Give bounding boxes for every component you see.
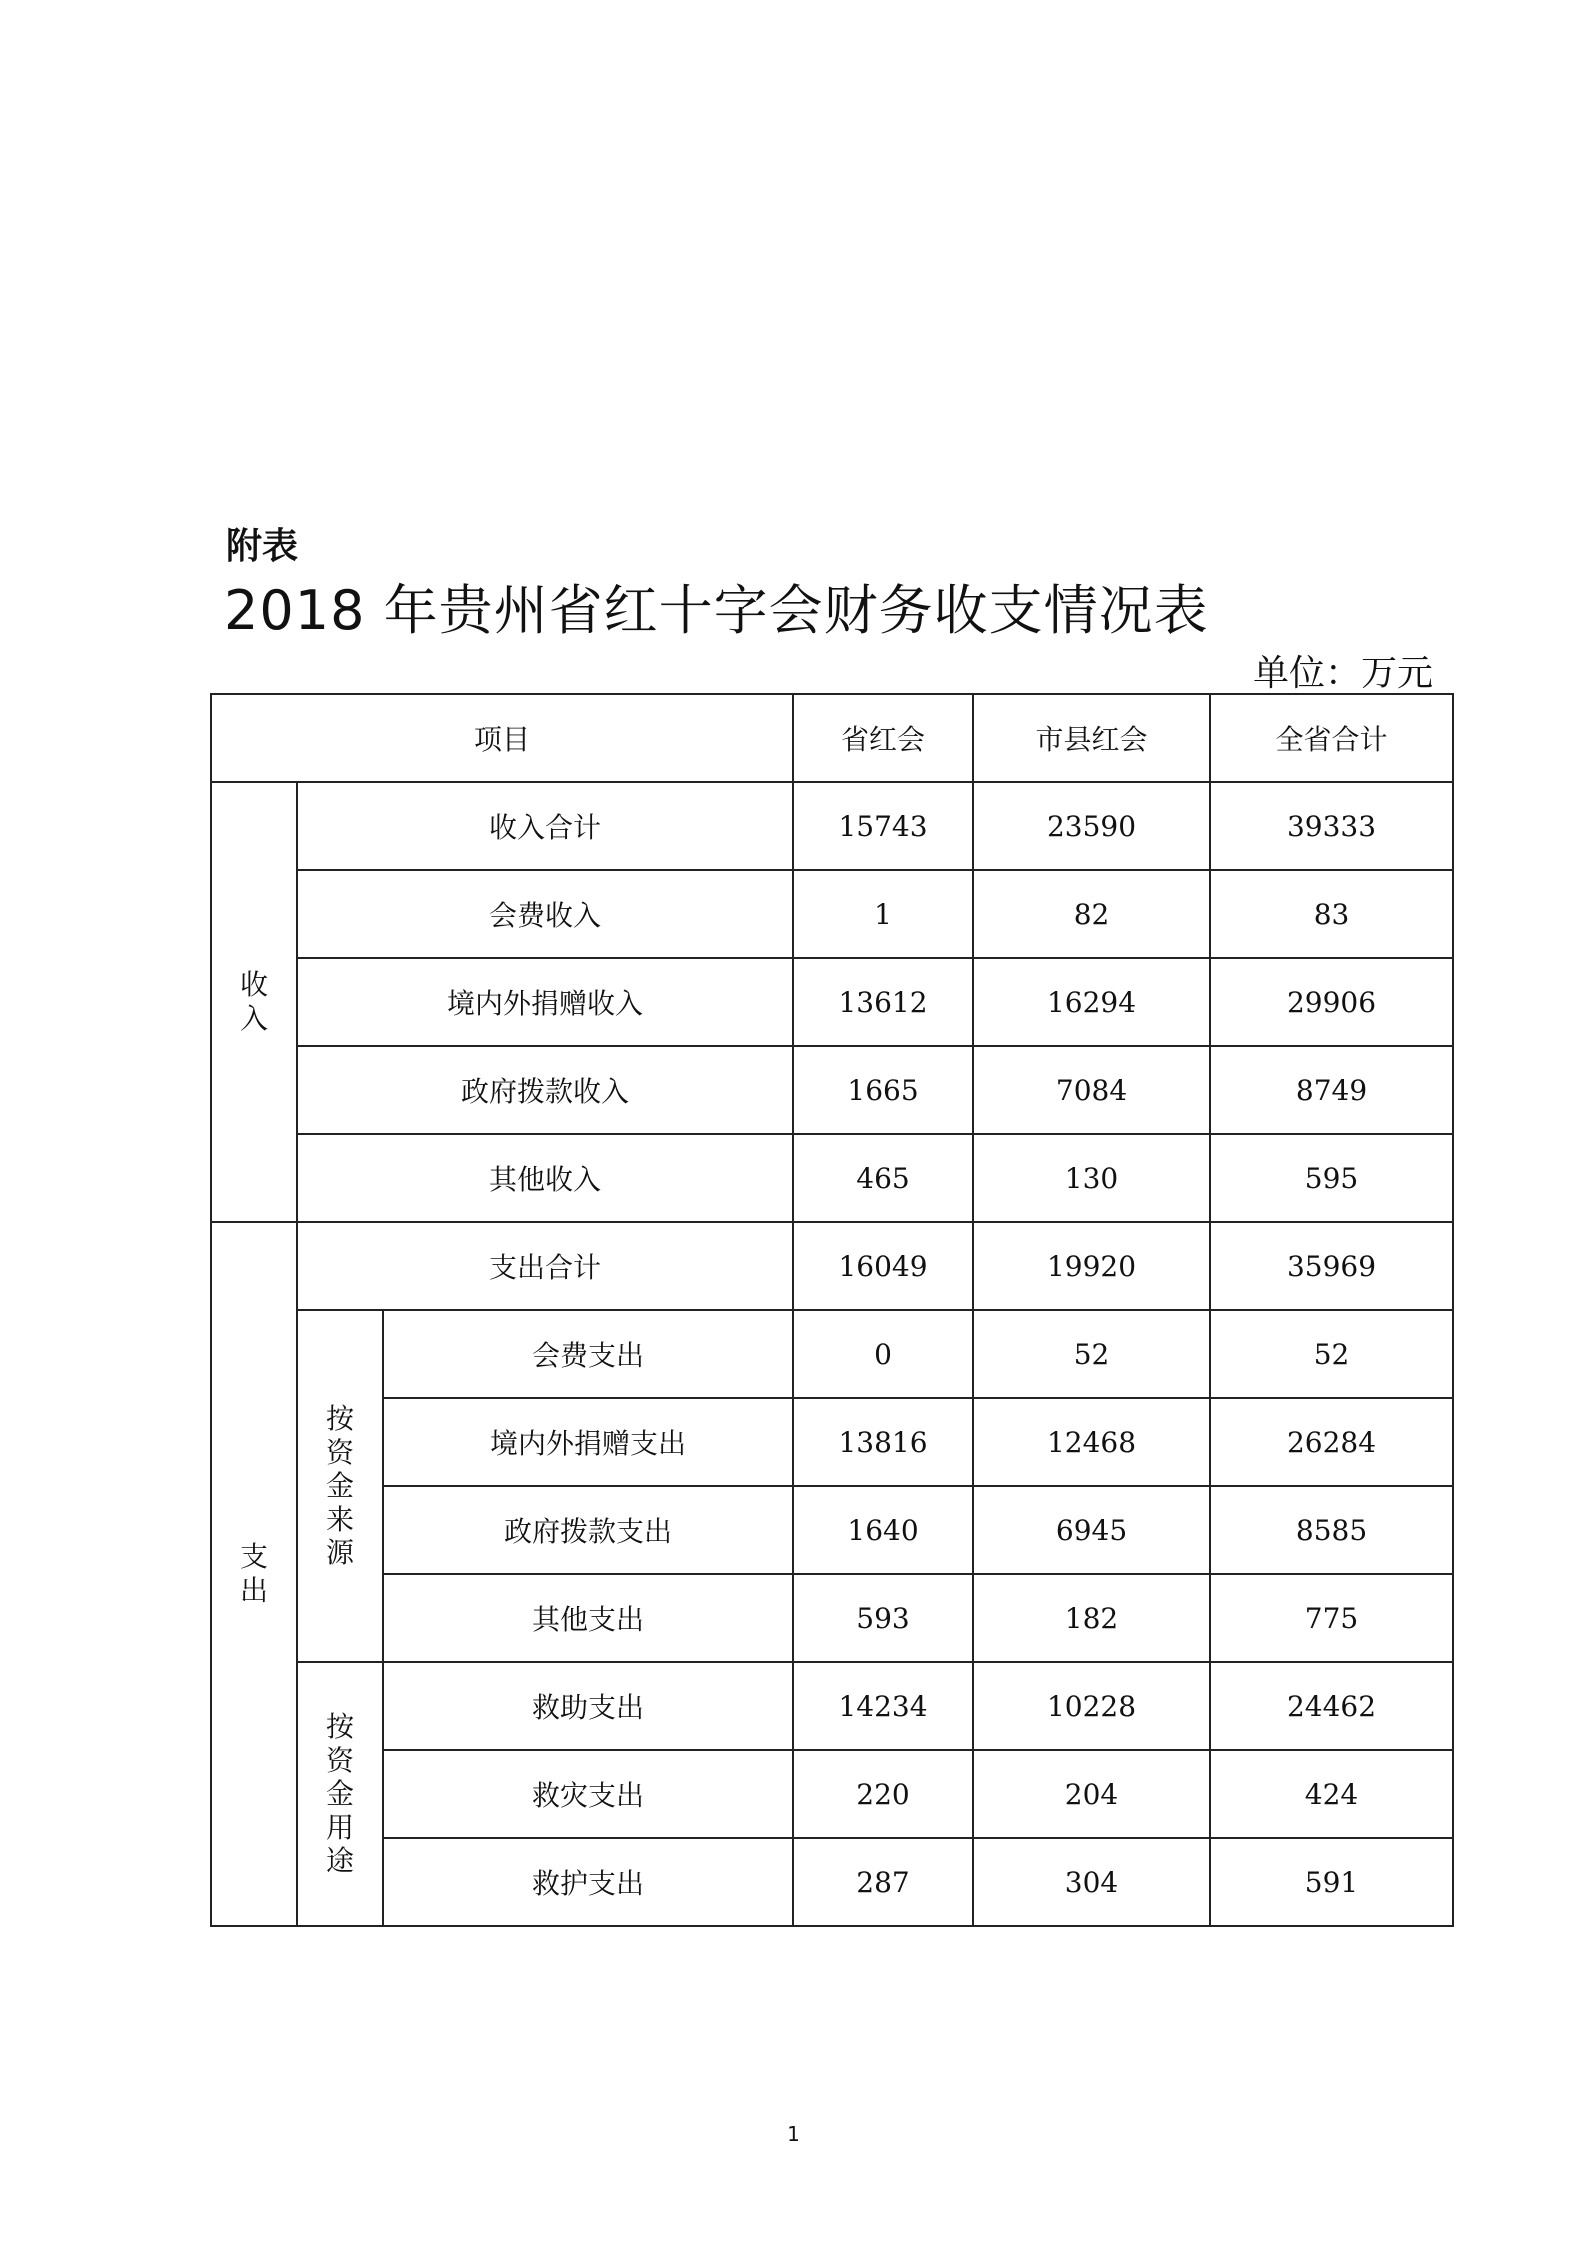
cell-city-county: 304 [973, 1838, 1210, 1926]
by-use-group-label: 按资金用途 [297, 1662, 383, 1926]
cell-provincial: 1665 [793, 1046, 973, 1134]
row-label: 救护支出 [383, 1838, 793, 1926]
annex-label: 附表 [226, 526, 299, 567]
cell-city-county: 7084 [973, 1046, 1210, 1134]
cell-city-county: 130 [973, 1134, 1210, 1222]
cell-total: 8749 [1210, 1046, 1453, 1134]
row-label: 支出合计 [297, 1222, 793, 1310]
row-label: 境内外捐赠支出 [383, 1398, 793, 1486]
cell-provincial: 465 [793, 1134, 973, 1222]
cell-provincial: 1 [793, 870, 973, 958]
table-row [211, 1486, 1453, 1574]
header-row [211, 694, 1453, 782]
cell-city-county: 82 [973, 870, 1210, 958]
cell-city-county: 23590 [973, 782, 1210, 870]
column-header-city-county: 市县红会 [973, 694, 1210, 782]
cell-total: 8585 [1210, 1486, 1453, 1574]
row-label: 收入合计 [297, 782, 793, 870]
cell-city-county: 10228 [973, 1662, 1210, 1750]
cell-provincial: 220 [793, 1750, 973, 1838]
table-row [211, 1838, 1453, 1926]
cell-total: 591 [1210, 1838, 1453, 1926]
cell-city-county: 6945 [973, 1486, 1210, 1574]
cell-total: 83 [1210, 870, 1453, 958]
cell-total: 26284 [1210, 1398, 1453, 1486]
cell-total: 24462 [1210, 1662, 1453, 1750]
cell-total: 39333 [1210, 782, 1453, 870]
row-label: 其他支出 [383, 1574, 793, 1662]
table-row [211, 1750, 1453, 1838]
table-row [211, 782, 1453, 870]
cell-provincial: 593 [793, 1574, 973, 1662]
page-number: 1 [787, 2122, 800, 2146]
cell-total: 52 [1210, 1310, 1453, 1398]
column-header-item: 项目 [211, 694, 793, 782]
cell-provincial: 0 [793, 1310, 973, 1398]
cell-city-county: 182 [973, 1574, 1210, 1662]
table-row [211, 1310, 1453, 1398]
cell-provincial: 1640 [793, 1486, 973, 1574]
table-row [211, 1046, 1453, 1134]
cell-provincial: 287 [793, 1838, 973, 1926]
row-label: 政府拨款支出 [383, 1486, 793, 1574]
table-row [211, 1398, 1453, 1486]
table-row [211, 1662, 1453, 1750]
table-row [211, 1134, 1453, 1222]
cell-city-county: 204 [973, 1750, 1210, 1838]
table-row [211, 870, 1453, 958]
column-header-provincial: 省红会 [793, 694, 973, 782]
row-label: 救助支出 [383, 1662, 793, 1750]
row-label: 其他收入 [297, 1134, 793, 1222]
cell-city-county: 12468 [973, 1398, 1210, 1486]
cell-total: 775 [1210, 1574, 1453, 1662]
column-header-total: 全省合计 [1210, 694, 1453, 782]
cell-provincial: 15743 [793, 782, 973, 870]
cell-total: 424 [1210, 1750, 1453, 1838]
cell-total: 29906 [1210, 958, 1453, 1046]
row-label: 会费支出 [383, 1310, 793, 1398]
row-label: 救灾支出 [383, 1750, 793, 1838]
row-label: 境内外捐赠收入 [297, 958, 793, 1046]
cell-city-county: 19920 [973, 1222, 1210, 1310]
table-row [211, 1222, 1453, 1310]
cell-total: 595 [1210, 1134, 1453, 1222]
table-row [211, 1574, 1453, 1662]
income-group-label: 收入 [211, 782, 297, 1222]
unit-label: 单位：万元 [1252, 653, 1433, 694]
by-source-group-label: 按资金来源 [297, 1310, 383, 1662]
cell-provincial: 13612 [793, 958, 973, 1046]
page-title: 2018 年贵州省红十字会财务收支情况表 [224, 579, 1209, 642]
cell-provincial: 16049 [793, 1222, 973, 1310]
cell-provincial: 13816 [793, 1398, 973, 1486]
row-label: 会费收入 [297, 870, 793, 958]
cell-total: 35969 [1210, 1222, 1453, 1310]
finance-table [210, 693, 1454, 1927]
cell-city-county: 16294 [973, 958, 1210, 1046]
cell-city-county: 52 [973, 1310, 1210, 1398]
cell-provincial: 14234 [793, 1662, 973, 1750]
row-label: 政府拨款收入 [297, 1046, 793, 1134]
table-row [211, 958, 1453, 1046]
expense-group-label: 支出 [211, 1222, 297, 1926]
